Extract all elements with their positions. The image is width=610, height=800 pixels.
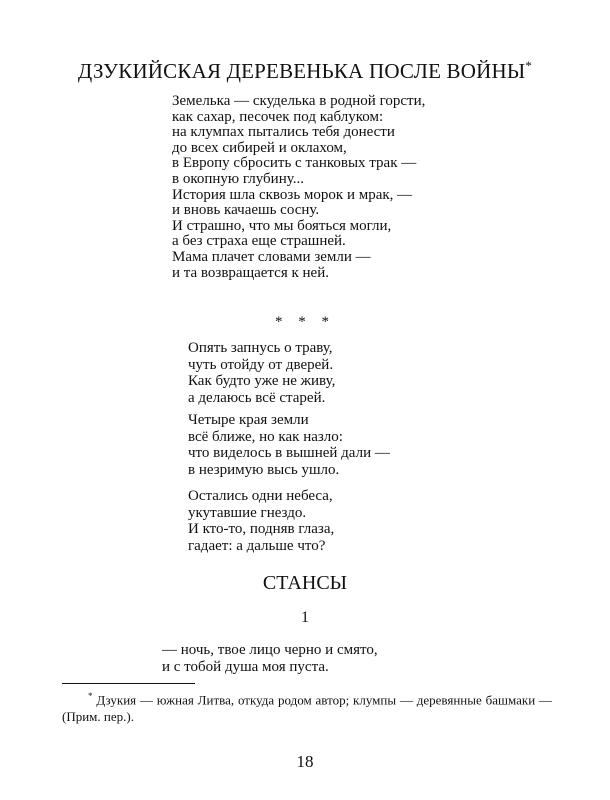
page-number: 18: [296, 752, 314, 771]
poem-2-stanza-2: [188, 412, 390, 478]
verse-line: — ночь, твое лицо черно и смято,: [162, 642, 378, 658]
poem-2-stanza-3: [188, 488, 334, 554]
verse-line: История шла сквозь морок и мрак, —: [172, 186, 413, 203]
verse-line: И кто-то, подняв глаза,: [188, 521, 335, 537]
poem-1: [172, 94, 425, 281]
verse-line: Остались одни небеса,: [188, 488, 333, 504]
verse-line: и та возвращается к ней.: [172, 264, 329, 281]
verse-line: в незримую высь ушло.: [188, 461, 340, 478]
verse-line: И страшно, что мы бояться могли,: [172, 217, 392, 234]
verse-line: и вновь качаешь сосну.: [172, 202, 320, 219]
verse-line: и с тобой душа моя пуста.: [162, 658, 329, 675]
verse-line: в Европу сбросить с танковых трак —: [172, 155, 417, 172]
verse-line: а без страха еще страшней.: [172, 233, 346, 250]
footnote-mark: *: [88, 691, 93, 701]
verse-line: всё ближе, но как назло:: [188, 428, 343, 445]
verse-line: гадает: а дальше что?: [188, 537, 326, 554]
title-text: ДЗУКИЙСКАЯ ДЕРЕВЕНЬКА ПОСЛЕ ВОЙНЫ: [77, 59, 526, 83]
verse-line: укутавшие гнездо.: [188, 504, 307, 521]
verse-line: Опять запнусь о траву,: [188, 340, 333, 356]
verse-line: что виделось в вышней дали —: [188, 445, 390, 461]
verse-line: Как будто уже не живу,: [188, 373, 336, 389]
verse-line: Земелька — скуделька в родной горсти,: [172, 93, 426, 109]
section-number: 1: [301, 609, 309, 626]
verse-line: а делаюсь всё старей.: [188, 389, 326, 406]
verse-line: на клумпах пытались тебя донести: [172, 124, 395, 141]
footnote-rule: [62, 683, 195, 684]
footnote: [62, 688, 552, 725]
verse-line: Четыре края земли: [188, 412, 309, 428]
section-title: СТАНСЫ: [262, 572, 348, 594]
verse-line: в окопную глубину...: [172, 170, 304, 187]
verse-line: чуть отойду от дверей.: [188, 356, 334, 373]
verse-line: Мама плачет словами земли —: [172, 248, 371, 265]
footnote-text: Дзукия — южная Литва, откуда родом автор; клумпы — деревянные башмаки — (Прим. пер.).: [62, 692, 552, 725]
verse-line: как сахар, песочек под каблуком:: [172, 108, 384, 125]
footnote-mark: *: [525, 58, 533, 73]
poem-3: [162, 642, 378, 675]
poem-2-stanza-1: [188, 340, 335, 406]
poem-title: [0, 58, 610, 84]
verse-line: до всех сибирей и оклахом,: [172, 139, 347, 156]
section-separator: * * *: [275, 314, 335, 330]
